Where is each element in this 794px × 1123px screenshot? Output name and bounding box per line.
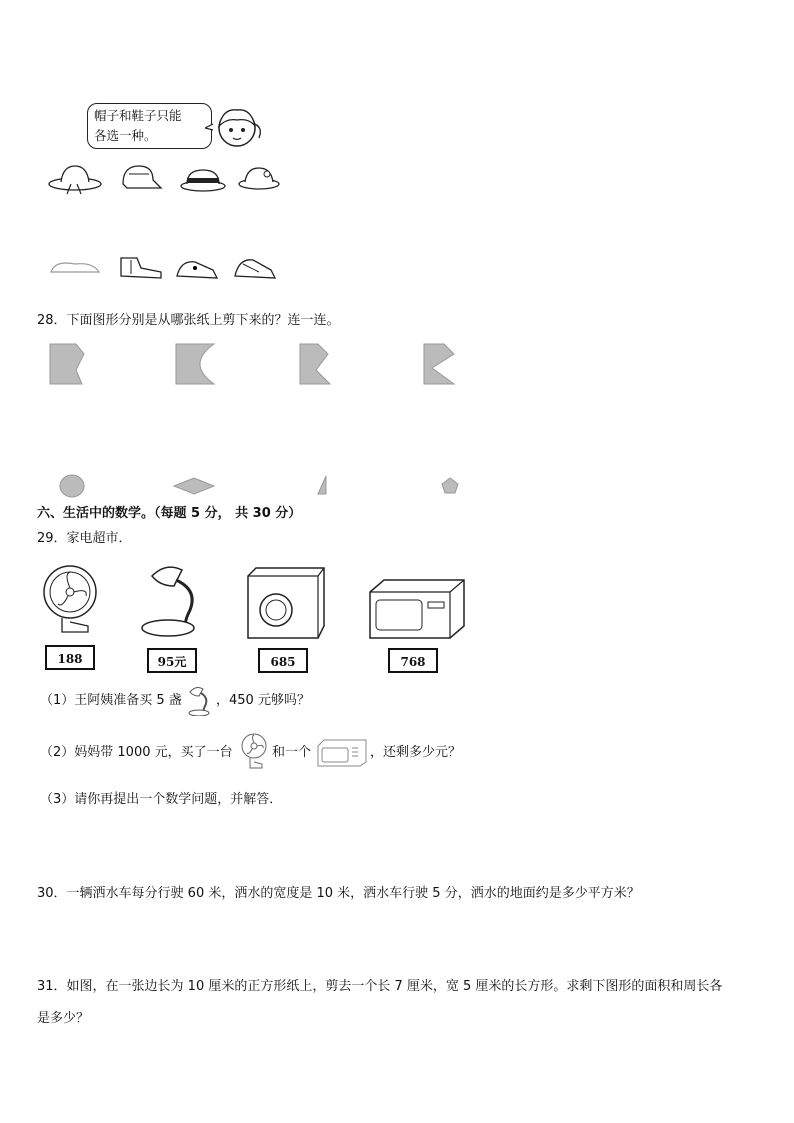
- price-tag-lamp: 95元: [147, 648, 197, 673]
- q29-sub2-b: 和一个: [272, 745, 312, 760]
- q29-sub3: （3）请你再提出一个数学问题，并解答．: [40, 792, 283, 807]
- rhombus-shape: [174, 478, 214, 494]
- q29-sub2-a: （2）妈妈带 1000 元，买了一台: [40, 745, 233, 760]
- q31-line2: 是多少？: [37, 1011, 90, 1026]
- shoes-row: [45, 250, 285, 282]
- speech-bubble: [87, 103, 212, 149]
- cut-paper-1: [50, 344, 84, 384]
- q28-shapes: [40, 338, 470, 503]
- cap-icon: [123, 166, 161, 188]
- fan-icon: [44, 566, 96, 632]
- boot-icon: [121, 258, 161, 278]
- microwave-small-icon: [316, 738, 368, 768]
- sandal-icon: [51, 263, 99, 272]
- sport-shoe-icon: [235, 260, 275, 278]
- sneaker-icon: [177, 262, 217, 278]
- fedora-icon: [181, 170, 225, 191]
- desk-lamp-icon: [142, 567, 194, 636]
- price-tag-microwave: 768: [388, 648, 438, 673]
- price-tag-washer: 685: [258, 648, 308, 673]
- appliances-row: [40, 560, 480, 650]
- section-6-title: 六、生活中的数学。（每题 5 分， 共 30 分）: [37, 506, 302, 521]
- price-tag-fan: 188: [45, 645, 95, 670]
- fan-small-icon: [240, 732, 268, 774]
- washing-machine-icon: [248, 568, 324, 638]
- q28-text: 28．下面图形分别是从哪张纸上剪下来的？连一连。: [37, 313, 340, 328]
- cut-paper-2: [176, 344, 214, 384]
- bubble-line-1: 帽子和鞋子只能: [94, 108, 182, 123]
- q30-text: 30．一辆洒水车每分行驶 60 米，洒水的宽度是 10 米，洒水车行驶 5 分，洒水的地面约是多少平方米？: [37, 886, 640, 901]
- circle-shape: [60, 475, 84, 497]
- cut-paper-4: [424, 344, 454, 384]
- bubble-line-2: 各选一种。: [94, 128, 157, 143]
- sunhat-icon: [49, 166, 101, 194]
- q29-sub2-c: ，还剩多少元？: [370, 745, 462, 760]
- q29-sub1-a: （1）王阿姨准备买 5 盏: [40, 693, 182, 708]
- q31-line1: 31．如图，在一张边长为 10 厘米的正方形纸上，剪去一个长 7 厘米，宽 5 厘米的长方形。求剩下图形的面积和周长各: [37, 979, 723, 994]
- pentagon-shape: [442, 478, 458, 493]
- desk-lamp-small-icon: [186, 684, 212, 716]
- flower-hat-icon: [239, 168, 279, 189]
- microwave-icon: [370, 580, 464, 638]
- triangle-shape: [318, 476, 326, 494]
- girl-icon: [205, 98, 265, 158]
- q29-sub1-b: ，450 元够吗？: [216, 693, 310, 708]
- hats-row: [45, 160, 295, 200]
- q29-title: 29．家电超市．: [37, 531, 132, 546]
- cut-paper-3: [300, 344, 330, 384]
